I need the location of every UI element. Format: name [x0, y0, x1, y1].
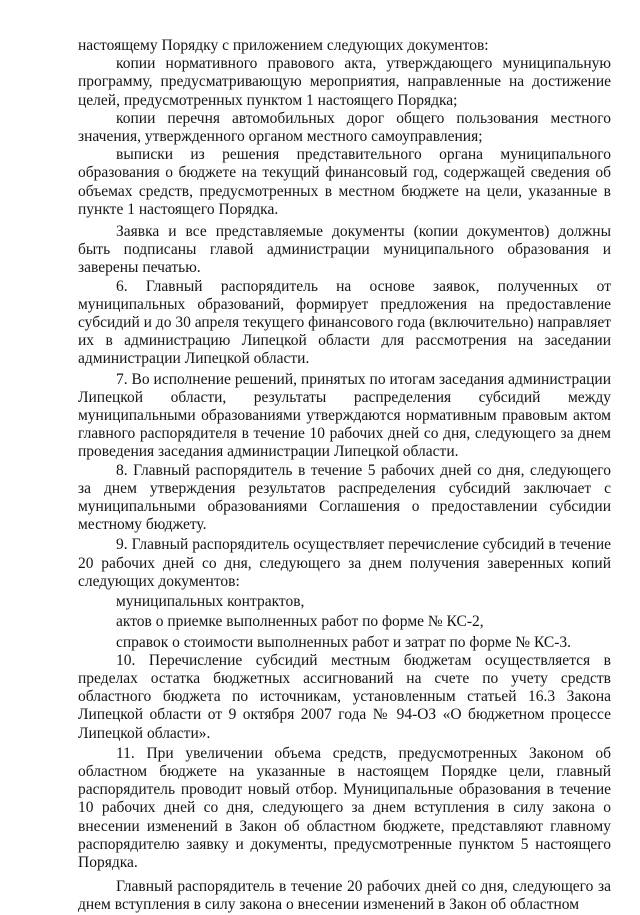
document-body [78, 37, 611, 915]
paragraph-item-10: 10. Перечисление субсидий местным бюджетам осуществляется в пределах остатка бюджетных ассигнований на счете по учету средств областного бюджета по источникам, установленным статьей 16.3 Закона Липецкой области от 9 октября 2007 года № 94-ОЗ «О бюджетном процессе Липецкой области». [78, 651, 611, 742]
paragraph-final: Главный распорядитель в течение 20 рабочих дней со дня, следующего за днем вступления в силу закона о внесении изменений в Закон об областном [78, 878, 611, 914]
paragraph-copy-normative-act: копии нормативного правового акта, утверждающего муниципальную программу, предусматривающую мероприятия, направленные на достижение целей, предусмотренных пунктом 1 настоящего Порядка; [78, 55, 611, 109]
paragraph-item-7: 7. Во исполнение решений, принятых по итогам заседания администрации Липецкой области, результаты распределения субсидий между муниципальными образованиями утверждаются нормативным правовым актом главного распорядителя в течение 10 рабочих дней со дня, следующего за днем проведения заседания администрации Липецкой области. [78, 370, 611, 461]
list-item-contracts: муниципальных контрактов, [116, 593, 305, 611]
list-item-ks2: актов о приемке выполненных работ по форме № КС-2, [116, 613, 484, 631]
paragraph-item-9: 9. Главный распорядитель осуществляет перечисление субсидий в течение 20 рабочих дней со дня, следующего за днем получения заверенных копий следующих документов: [78, 536, 611, 590]
paragraph-application-signature: Заявка и все представляемые документы (копии документов) должны быть подписаны главой администрации муниципального образования и заверены печатью. [78, 223, 611, 277]
paragraph-item-11: 11. При увеличении объема средств, предусмотренных Законом об областном бюджете на указанные в настоящем Порядке цели, главный распорядитель проводит новый отбор. Муниципальные образования в течение 10 рабочих дней со дня, следующего за днем вступления в силу закона о внесении изменений в Закон об областном бюджете, представляют главному распорядителю заявку и документы, предусмотренные пунктом 5 настоящего Порядка. [78, 744, 611, 871]
paragraph-item-8: 8. Главный распорядитель в течение 5 рабочих дней со дня, следующего за днем утверждения результатов распределения субсидий заключает с муниципальными образованиями Соглашения о предоставлении субсидии местному бюджету. [78, 461, 611, 534]
paragraph-copy-road-list: копии перечня автомобильных дорог общего пользования местного значения, утвержденного органом местного самоуправления; [78, 109, 611, 146]
list-item-ks3: справок о стоимости выполненных работ и затрат по форме № КС-3. [116, 633, 572, 651]
paragraph-budget-extract: выписки из решения представительного органа муниципального образования о бюджете на текущий финансовый год, содержащей сведения об объемах средств, предусмотренных в местном бюджете на цели, указанные в пункте 1 настоящего Порядка. [78, 146, 611, 218]
paragraph-item-6: 6. Главный распорядитель на основе заявок, полученных от муниципальных образований, формирует предложения на предоставление субсидий и до 30 апреля текущего финансового года (включительно) направляет их в администрацию Липецкой области для рассмотрения на заседании администрации Липецкой области. [78, 277, 611, 368]
paragraph-continuation: настоящему Порядку с приложением следующих документов: [78, 37, 489, 54]
